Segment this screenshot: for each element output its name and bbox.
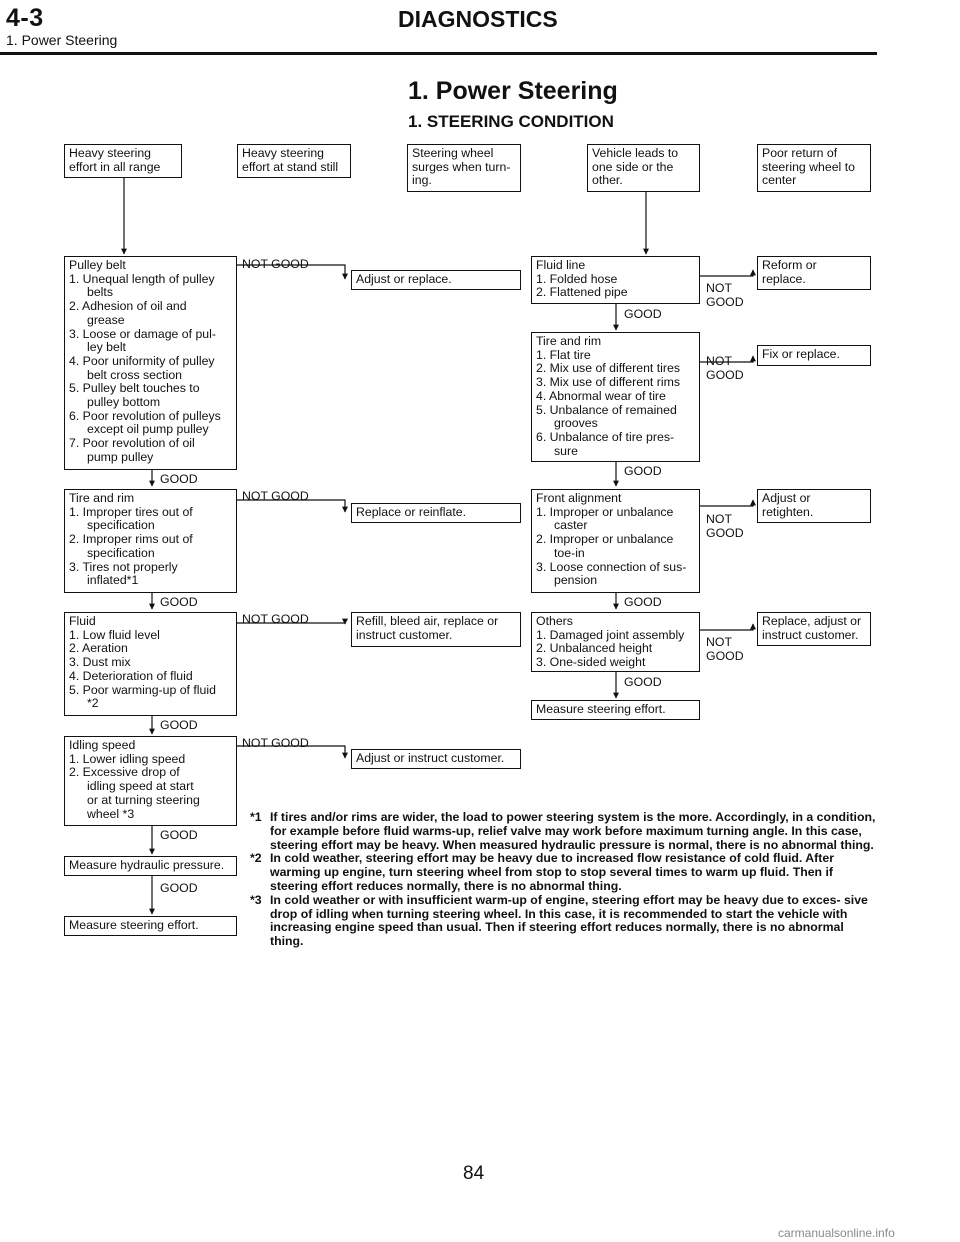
symptom-box-2: Heavy steering effort at stand still: [237, 144, 351, 178]
check-box-front-alignment: Front alignment 1. Improper or unbalance caster 2. Improper or unbalance toe-in 3. Loose connection of sus- pension: [531, 489, 700, 593]
label-good: GOOD: [624, 595, 662, 609]
label-good: GOOD: [160, 718, 198, 732]
action-box-adjust-replace: Adjust or replace.: [351, 270, 521, 290]
label-good: GOOD: [160, 472, 198, 486]
page-number: 84: [463, 1163, 485, 1184]
section-title: DIAGNOSTICS: [398, 6, 558, 32]
action-box-replace-reinflate: Replace or reinflate.: [351, 503, 521, 523]
arrow-right-notgood-1: [700, 270, 753, 276]
label-good: GOOD: [160, 828, 198, 842]
footnote-3: *3 In cold weather or with insufficient warm-up of engine, steering effort may be heavy due to exces- sive drop of idling when turning steering wheel. In this case, it is recommended to start the vehicle with increasing engine speed than usual. Then if steering effort reduces normally, there is no abnormal thing.: [250, 892, 868, 949]
action-box-refill-bleed: Refill, bleed air, replace or instruct customer.: [351, 612, 521, 647]
footnote-1: *1 If tires and/or rims are wider, the load to power steering system is the more. Accordingly, in a condition, for example before fluid warms-up, relief valve may work before maximum turning angle. In this case, steering effort may be heavy. When measured hydraulic pressure is normal, there is no abnormal thing.: [250, 810, 876, 852]
section-number: 4-3: [6, 4, 44, 32]
arrow-right-notgood-3: [700, 500, 753, 506]
check-box-tire-rim-right: Tire and rim 1. Flat tire 2. Mix use of different tires 3. Mix use of different rims 4. Abnormal wear of tire 5. Unbalance of remained grooves 6. Unbalance of tire pres- sure: [531, 332, 700, 462]
label-good: GOOD: [624, 464, 662, 478]
action-box-replace-adjust-instruct: Replace, adjust or instruct customer.: [757, 612, 871, 646]
symptom-box-1: Heavy steering effort in all range: [64, 144, 182, 178]
label-not-good: NOT GOOD: [242, 612, 309, 626]
symptom-box-5: Poor return of steering wheel to center: [757, 144, 871, 192]
label-not-good: NOT GOOD: [706, 281, 744, 309]
measure-steering-effort-left-box: Measure steering effort.: [64, 916, 237, 936]
action-box-adjust-instruct: Adjust or instruct customer.: [351, 749, 521, 769]
check-box-pulley-belt: Pulley belt 1. Unequal length of pulley belts 2. Adhesion of oil and grease 3. Loose or damage of pul- ley belt 4. Poor uniformity of pulley belt cross section 5. Pulley belt touches to pulley bottom 6. Poor revolution of pulleys except oil pump pulley 7. Poor revolution of oil pump pulley: [64, 256, 237, 470]
action-box-reform-replace: Reform or replace.: [757, 256, 871, 290]
page-title: 1. Power Steering: [408, 77, 618, 105]
footnotes: [250, 811, 880, 949]
label-good: GOOD: [160, 595, 198, 609]
label-good: GOOD: [624, 675, 662, 689]
label-not-good: NOT GOOD: [242, 257, 309, 271]
check-box-tire-rim-left: Tire and rim 1. Improper tires out of specification 2. Improper rims out of specification 3. Tires not properly inflated*1: [64, 489, 237, 593]
footnote-2: *2 In cold weather, steering effort may be heavy due to increased flow resistance of cold fluid. After warming up engine, turn steering wheel from stop to stop several times to warm up fluid. Then if steering effort reduces normally, there is no abnormal thing.: [250, 851, 834, 893]
check-box-idling-speed: Idling speed 1. Lower idling speed 2. Excessive drop of idling speed at start or at turning steering wheel *3: [64, 736, 237, 826]
label-good: GOOD: [160, 881, 198, 895]
label-not-good: NOT GOOD: [706, 512, 744, 540]
diagram-title: 1. STEERING CONDITION: [408, 112, 614, 131]
symptom-box-3: Steering wheel surges when turn- ing.: [407, 144, 521, 192]
check-box-fluid-line: Fluid line 1. Folded hose 2. Flattened pipe: [531, 256, 700, 304]
watermark: carmanualsonline.info: [778, 1226, 895, 1240]
check-box-others: Others 1. Damaged joint assembly 2. Unbalanced height 3. One-sided weight: [531, 612, 700, 672]
label-not-good: NOT GOOD: [706, 635, 744, 663]
check-box-fluid: Fluid 1. Low fluid level 2. Aeration 3. Dust mix 4. Deterioration of fluid 5. Poor warming-up of fluid *2: [64, 612, 237, 716]
arrow-right-notgood-4: [700, 624, 753, 630]
action-box-fix-replace: Fix or replace.: [757, 345, 871, 366]
label-not-good: NOT GOOD: [242, 736, 309, 750]
measure-steering-effort-right-box: Measure steering effort.: [531, 700, 700, 720]
label-good: GOOD: [624, 307, 662, 321]
measure-hydraulic-pressure-box: Measure hydraulic pressure.: [64, 856, 237, 876]
subsection-title: 1. Power Steering: [6, 32, 118, 48]
action-box-adjust-retighten: Adjust or retighten.: [757, 489, 871, 523]
symptom-box-4: Vehicle leads to one side or the other.: [587, 144, 700, 192]
label-not-good: NOT GOOD: [242, 489, 309, 503]
label-not-good: NOT GOOD: [706, 354, 744, 382]
